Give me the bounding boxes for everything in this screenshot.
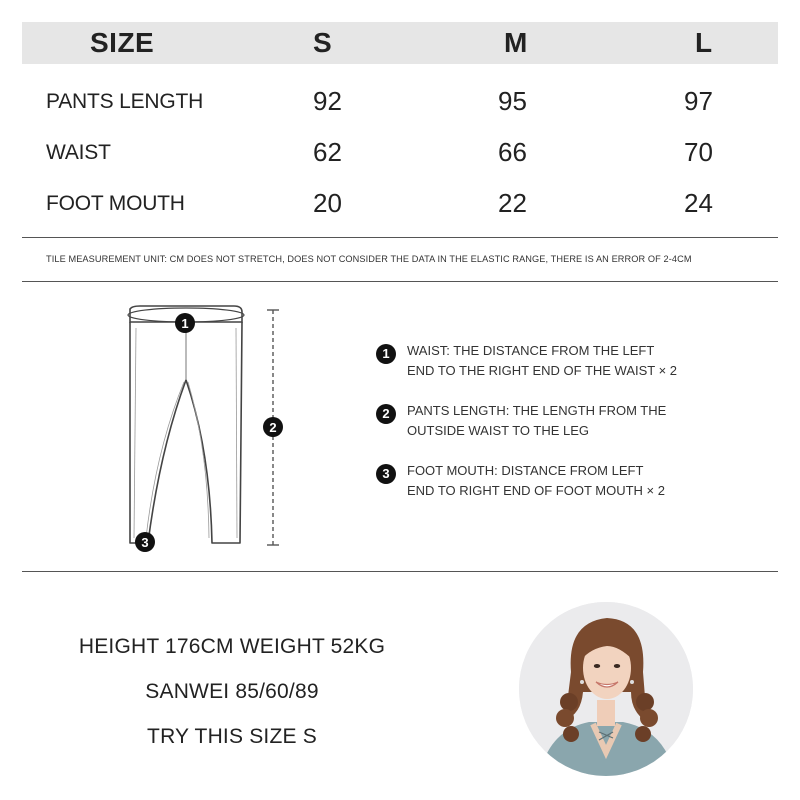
- size-table-header: [22, 22, 778, 64]
- legend-line: WAIST: THE DISTANCE FROM THE LEFT: [407, 343, 655, 358]
- marker-length-label: 2: [269, 420, 277, 435]
- model-height-weight: HEIGHT 176CM WEIGHT 52KG: [78, 635, 386, 658]
- legend-text: [407, 341, 737, 381]
- marker-waist-label: 1: [181, 316, 189, 331]
- cell-pants-length-l: 97: [684, 86, 713, 116]
- header-size-l: L: [695, 27, 713, 58]
- cell-foot-mouth-m: 22: [498, 188, 527, 218]
- pants-diagram: [110, 300, 300, 560]
- model-portrait-image: [519, 602, 693, 776]
- cell-pants-length-s: 92: [313, 86, 342, 116]
- legend-line: END TO RIGHT END OF FOOT MOUTH × 2: [407, 483, 665, 498]
- row-label-waist: WAIST: [46, 141, 111, 164]
- legend-line: END TO THE RIGHT END OF THE WAIST × 2: [407, 363, 678, 378]
- legend-number: 1: [376, 344, 396, 364]
- divider: [22, 571, 778, 572]
- row-label-foot-mouth: FOOT MOUTH: [46, 192, 185, 215]
- cell-waist-l: 70: [684, 137, 713, 167]
- cell-waist-m: 66: [498, 137, 527, 167]
- legend-number: 2: [376, 404, 396, 424]
- legend-number: 3: [376, 464, 396, 484]
- header-size: SIZE: [90, 27, 155, 58]
- legend-text: [407, 401, 737, 441]
- model-measurements: SANWEI 85/60/89: [145, 680, 319, 703]
- legend-line: OUTSIDE WAIST TO THE LEG: [407, 423, 590, 438]
- header-size-s: S: [313, 27, 333, 58]
- marker-foot-mouth-label: 3: [141, 535, 149, 550]
- cell-waist-s: 62: [313, 137, 342, 167]
- header-size-m: M: [504, 27, 528, 58]
- measurement-note: TILE MEASUREMENT UNIT: CM DOES NOT STRETCH, DOES NOT CONSIDER THE DATA IN THE ELASTIC RANGE, THERE IS AN ERROR OF 2-4CM: [46, 254, 692, 264]
- legend-line: PANTS LENGTH: THE LENGTH FROM THE: [407, 403, 667, 418]
- model-size-recommendation: TRY THIS SIZE S: [147, 725, 317, 748]
- cell-foot-mouth-l: 24: [684, 188, 713, 218]
- legend-text: [407, 461, 737, 501]
- cell-foot-mouth-s: 20: [313, 188, 342, 218]
- row-label-pants-length: PANTS LENGTH: [46, 90, 204, 113]
- divider: [22, 237, 778, 238]
- cell-pants-length-m: 95: [498, 86, 527, 116]
- divider: [22, 281, 778, 282]
- legend-line: FOOT MOUTH: DISTANCE FROM LEFT: [407, 463, 644, 478]
- model-avatar: [519, 602, 693, 776]
